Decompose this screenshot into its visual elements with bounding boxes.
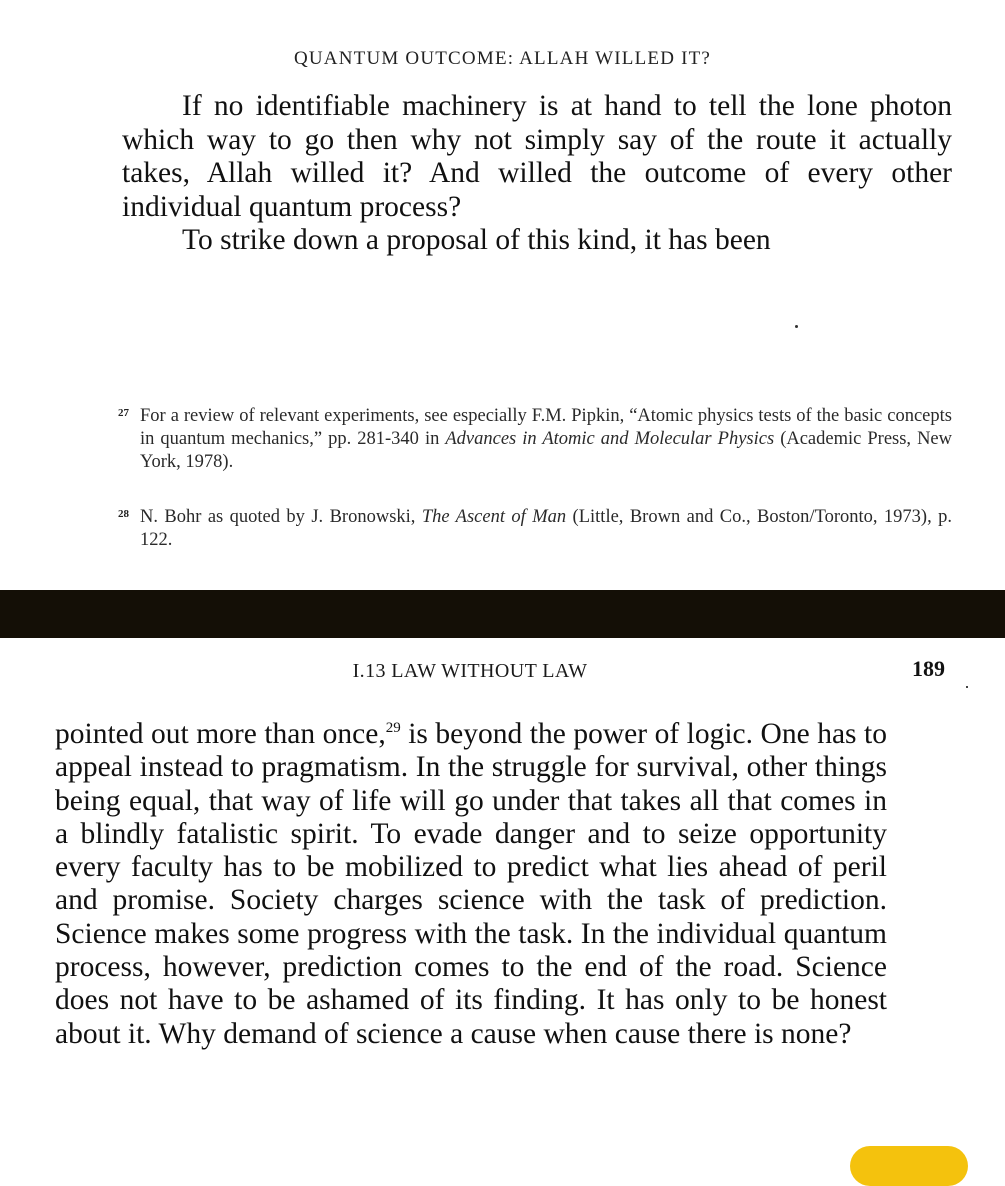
top-page-scan <box>0 0 1005 590</box>
footnote-reference[interactable]: 29 <box>385 720 401 737</box>
scan-tick <box>966 686 968 688</box>
paragraph-rest: is beyond the power of logic. One has to appeal instead to pragmatism. In the struggle for survival, other things being equal, that way of life will go under that takes all that comes in a blindly fatalistic spirit. To evade danger and to seize opportunity every faculty has to be mobilized to predict what lies ahead of peril and promise. Society charges science with the task of prediction. Science makes some progress with the task. In the individual quantum process, however, prediction comes to the end of the road. Science does not have to be ashamed of its finding. It has only to be honest about it. Why demand of science a cause when cause there is none? <box>55 718 887 1050</box>
footnote-text-before: For a review of relevant experiments, see especially F.M. Pipkin, “Atomic physics tests of the basic concepts in quantum mechanics,” pp. 281-340 in <box>140 406 952 449</box>
chapter-head: I.13 LAW WITHOUT LAW <box>352 660 588 682</box>
bottom-paragraph <box>55 718 887 1051</box>
bottom-page-scan <box>0 638 1005 1159</box>
footnote-text <box>140 405 952 474</box>
scroll-tab-button[interactable] <box>850 1146 968 1186</box>
footnote-28 <box>118 506 953 552</box>
top-body-text <box>122 90 952 258</box>
footnote-marker: 28 <box>118 508 129 520</box>
page-divider-band <box>0 590 1005 638</box>
scan-speck <box>795 325 798 328</box>
page-number: 189 <box>912 656 945 681</box>
footnote-text-after: (Little, Brown and Co., Boston/Toronto, 1973), p. 122. <box>140 507 953 550</box>
footnote-marker: 27 <box>118 407 129 419</box>
top-paragraph-2: To strike down a proposal of this kind, it has been <box>182 224 771 256</box>
bottom-body-text <box>55 718 887 1051</box>
footnote-27 <box>118 405 953 474</box>
top-paragraph-1: If no identifiable machinery is at hand to tell the lone photon which way to go then why not simply say of the route it actually takes, Allah willed it? And willed the outcome of every other individual quantum process? <box>122 90 952 223</box>
footnote-text-before: N. Bohr as quoted by J. Bronowski, <box>140 507 422 527</box>
paragraph-start: pointed out more than once, <box>55 718 386 750</box>
running-head: QUANTUM OUTCOME: ALLAH WILLED IT? <box>293 48 712 69</box>
footnote-italic-title: Advances in Atomic and Molecular Physics <box>445 429 775 449</box>
footnote-text <box>140 506 952 552</box>
footnote-text-after: (Academic Press, New York, 1978). <box>140 429 953 472</box>
footnote-italic-title: The Ascent of Man <box>421 507 567 527</box>
